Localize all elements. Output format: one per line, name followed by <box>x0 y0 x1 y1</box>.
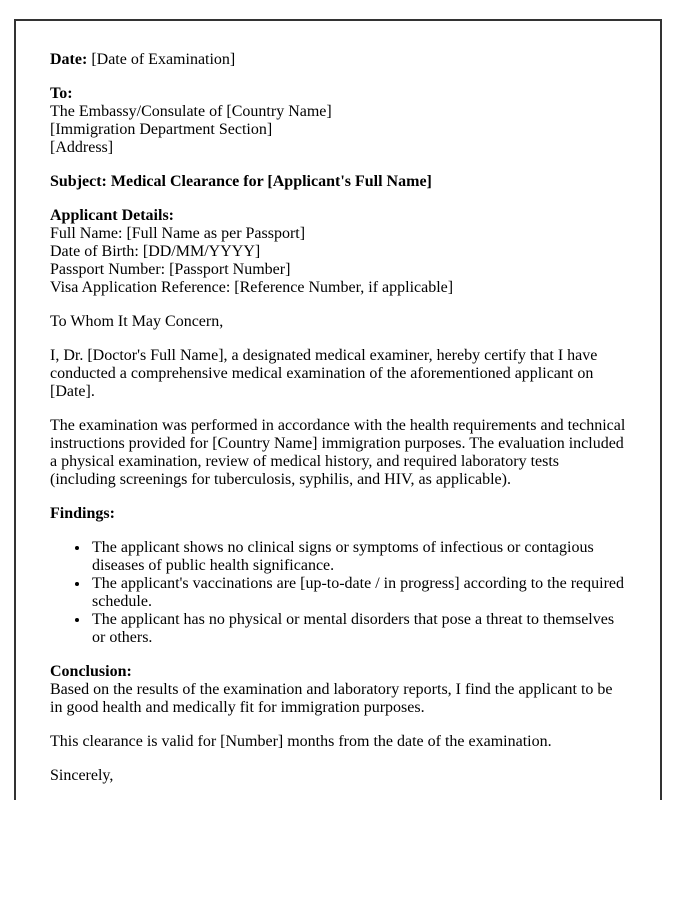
findings-list <box>50 539 628 647</box>
applicant-visa-ref-line: Visa Application Reference: [Reference Number, if applicable] <box>50 279 454 296</box>
date-line <box>50 51 628 69</box>
applicant-details-block <box>50 207 628 297</box>
conclusion-label: Conclusion: <box>50 663 132 680</box>
examination-paragraph: The examination was performed in accordance with the health requirements and technical instructions provided for [Country Name] immigration purposes. The evaluation included a physical examination, review of medical history, and required laboratory tests (including screenings for tuberculosis, syphilis, and HIV, as applicable). <box>50 417 626 488</box>
to-line-department: [Immigration Department Section] <box>50 121 273 138</box>
certification-paragraph: I, Dr. [Doctor's Full Name], a designated medical examiner, hereby certify that I have conducted a comprehensive medical examination of the aforementioned applicant on [Date]. <box>50 347 598 400</box>
letter-document <box>14 19 662 800</box>
conclusion-text: Based on the results of the examination and laboratory reports, I find the applicant to be in good health and medically fit for immigration purposes. <box>50 681 613 716</box>
findings-label: Findings: <box>50 505 115 522</box>
conclusion-block <box>50 663 628 717</box>
validity-line: This clearance is valid for [Number] months from the date of the examination. <box>50 733 552 750</box>
finding-item-disorders: • The applicant has no physical or mental disorders that pose a threat to themselves or others. <box>90 611 628 647</box>
date-value: [Date of Examination] <box>91 51 236 68</box>
subject-line <box>50 173 628 191</box>
salutation: To Whom It May Concern, <box>50 313 224 330</box>
findings-heading <box>50 505 628 523</box>
recipient-block <box>50 85 628 157</box>
to-line-address: [Address] <box>50 139 114 156</box>
to-label: To: <box>50 85 73 102</box>
subject-text: Subject: Medical Clearance for [Applicant's Full Name] <box>50 173 432 190</box>
finding-item-infectious: • The applicant shows no clinical signs or symptoms of infectious or contagious diseases of public health significance. <box>90 539 628 575</box>
date-label: Date: <box>50 51 88 68</box>
applicant-full-name-line: Full Name: [Full Name as per Passport] <box>50 225 306 242</box>
applicant-details-label: Applicant Details: <box>50 207 174 224</box>
closing-line: Sincerely, <box>50 767 114 784</box>
applicant-dob-line: Date of Birth: [DD/MM/YYYY] <box>50 243 261 260</box>
applicant-passport-line: Passport Number: [Passport Number] <box>50 261 291 278</box>
to-line-embassy: The Embassy/Consulate of [Country Name] <box>50 103 332 120</box>
finding-item-vaccinations: • The applicant's vaccinations are [up-to-date / in progress] according to the required schedule. <box>90 575 628 611</box>
